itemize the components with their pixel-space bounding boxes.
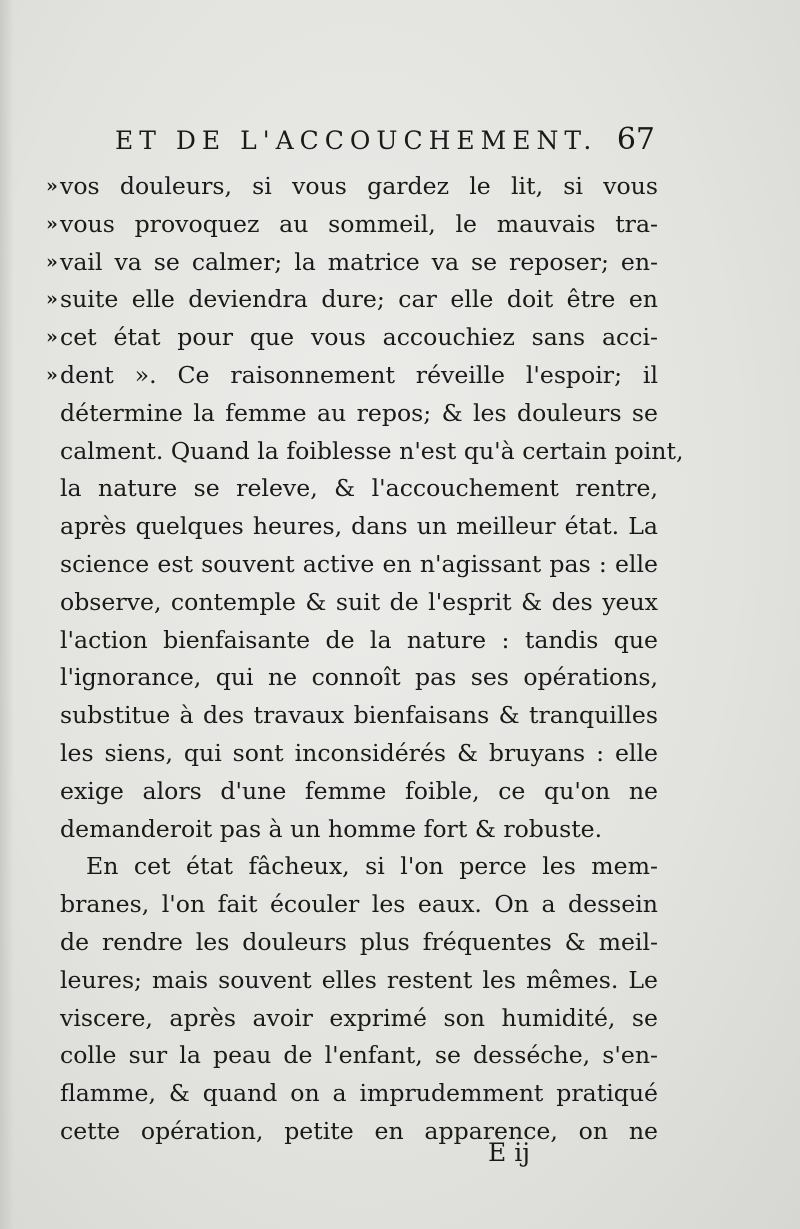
text-line [46, 962, 658, 1000]
text-line [46, 584, 658, 622]
text-line [46, 244, 658, 282]
line-text: exige alors d'une femme foible, ce qu'on ne [60, 776, 658, 805]
quote-mark: » [46, 250, 58, 273]
line-text: calment. Quand la foiblesse n'est qu'à certain point, [60, 436, 684, 465]
line-text: suite elle deviendra dure; car elle doit être en [60, 285, 658, 314]
line-text: de rendre les douleurs plus fréquentes & meil- [60, 927, 658, 956]
page-shadow-edge [0, 0, 14, 1229]
quote-mark: » [46, 212, 58, 235]
line-text: leures; mais souvent elles restent les mêmes. Le [60, 965, 658, 994]
line-text: cet état pour que vous accouchiez sans acci- [60, 323, 658, 352]
quote-mark: » [46, 288, 58, 311]
text-line [46, 357, 658, 395]
line-text: après quelques heures, dans un meilleur état. La [60, 512, 658, 541]
text-line [46, 659, 658, 697]
line-text: flamme, & quand on a imprudemment pratiqué [60, 1079, 658, 1108]
text-line [46, 735, 658, 773]
text-line [46, 811, 658, 849]
line-text: l'action bienfaisante de la nature : tandis que [60, 625, 658, 654]
text-line [46, 433, 684, 471]
text-line [46, 773, 658, 811]
running-head [115, 122, 655, 162]
text-line [46, 1075, 658, 1113]
signature-mark: E ij [488, 1138, 530, 1167]
text-line [46, 886, 658, 924]
text-line [46, 546, 658, 584]
quote-mark: » [46, 363, 58, 386]
line-text: observe, contemple & suit de l'esprit & des yeux [60, 587, 658, 616]
line-text: la nature se releve, & l'accouchement rentre, [60, 474, 658, 503]
text-line [46, 168, 658, 206]
line-text: vail va se calmer; la matrice va se reposer; en- [60, 247, 658, 276]
text-line [46, 470, 658, 508]
text-line [46, 697, 658, 735]
text-line [46, 1037, 658, 1075]
text-line [46, 1000, 658, 1038]
quote-mark: » [46, 326, 58, 349]
line-text: science est souvent active en n'agissant pas : elle [60, 549, 658, 578]
text-line [46, 508, 658, 546]
line-text: vous provoquez au sommeil, le mauvais tra- [60, 209, 658, 238]
text-line [46, 1113, 658, 1151]
text-line [46, 319, 658, 357]
text-line [46, 924, 658, 962]
text-line [46, 281, 658, 319]
line-text: substitue à des travaux bienfaisans & tranquilles [60, 701, 658, 730]
line-text: demanderoit pas à un homme fort & robuste. [60, 814, 603, 843]
line-text: dent ». Ce raisonnement réveille l'espoir; il [60, 360, 658, 389]
body-text [46, 168, 684, 1151]
line-text: l'ignorance, qui ne connoît pas ses opérations, [60, 663, 658, 692]
quote-mark: » [46, 175, 58, 197]
text-line [46, 848, 658, 886]
line-text: cette opération, petite en apparence, on ne [60, 1116, 658, 1145]
running-head-title: ET DE L'ACCOUCHEMENT. [115, 126, 598, 155]
line-text: viscere, après avoir exprimé son humidité, se [60, 1003, 658, 1032]
page-number: 67 [616, 122, 655, 157]
line-text: branes, l'on fait écouler les eaux. On a dessein [60, 890, 658, 919]
line-text: vos douleurs, si vous gardez le lit, si vous [60, 172, 658, 200]
line-text: détermine la femme au repos; & les douleurs se [60, 398, 658, 427]
text-line [46, 622, 658, 660]
line-text: colle sur la peau de l'enfant, se desséche, s'en- [60, 1041, 658, 1070]
line-text: En cet état fâcheux, si l'on perce les mem- [86, 852, 658, 881]
line-text: les siens, qui sont inconsidérés & bruyans : elle [60, 738, 658, 767]
text-line [46, 395, 658, 433]
text-line [46, 206, 658, 244]
